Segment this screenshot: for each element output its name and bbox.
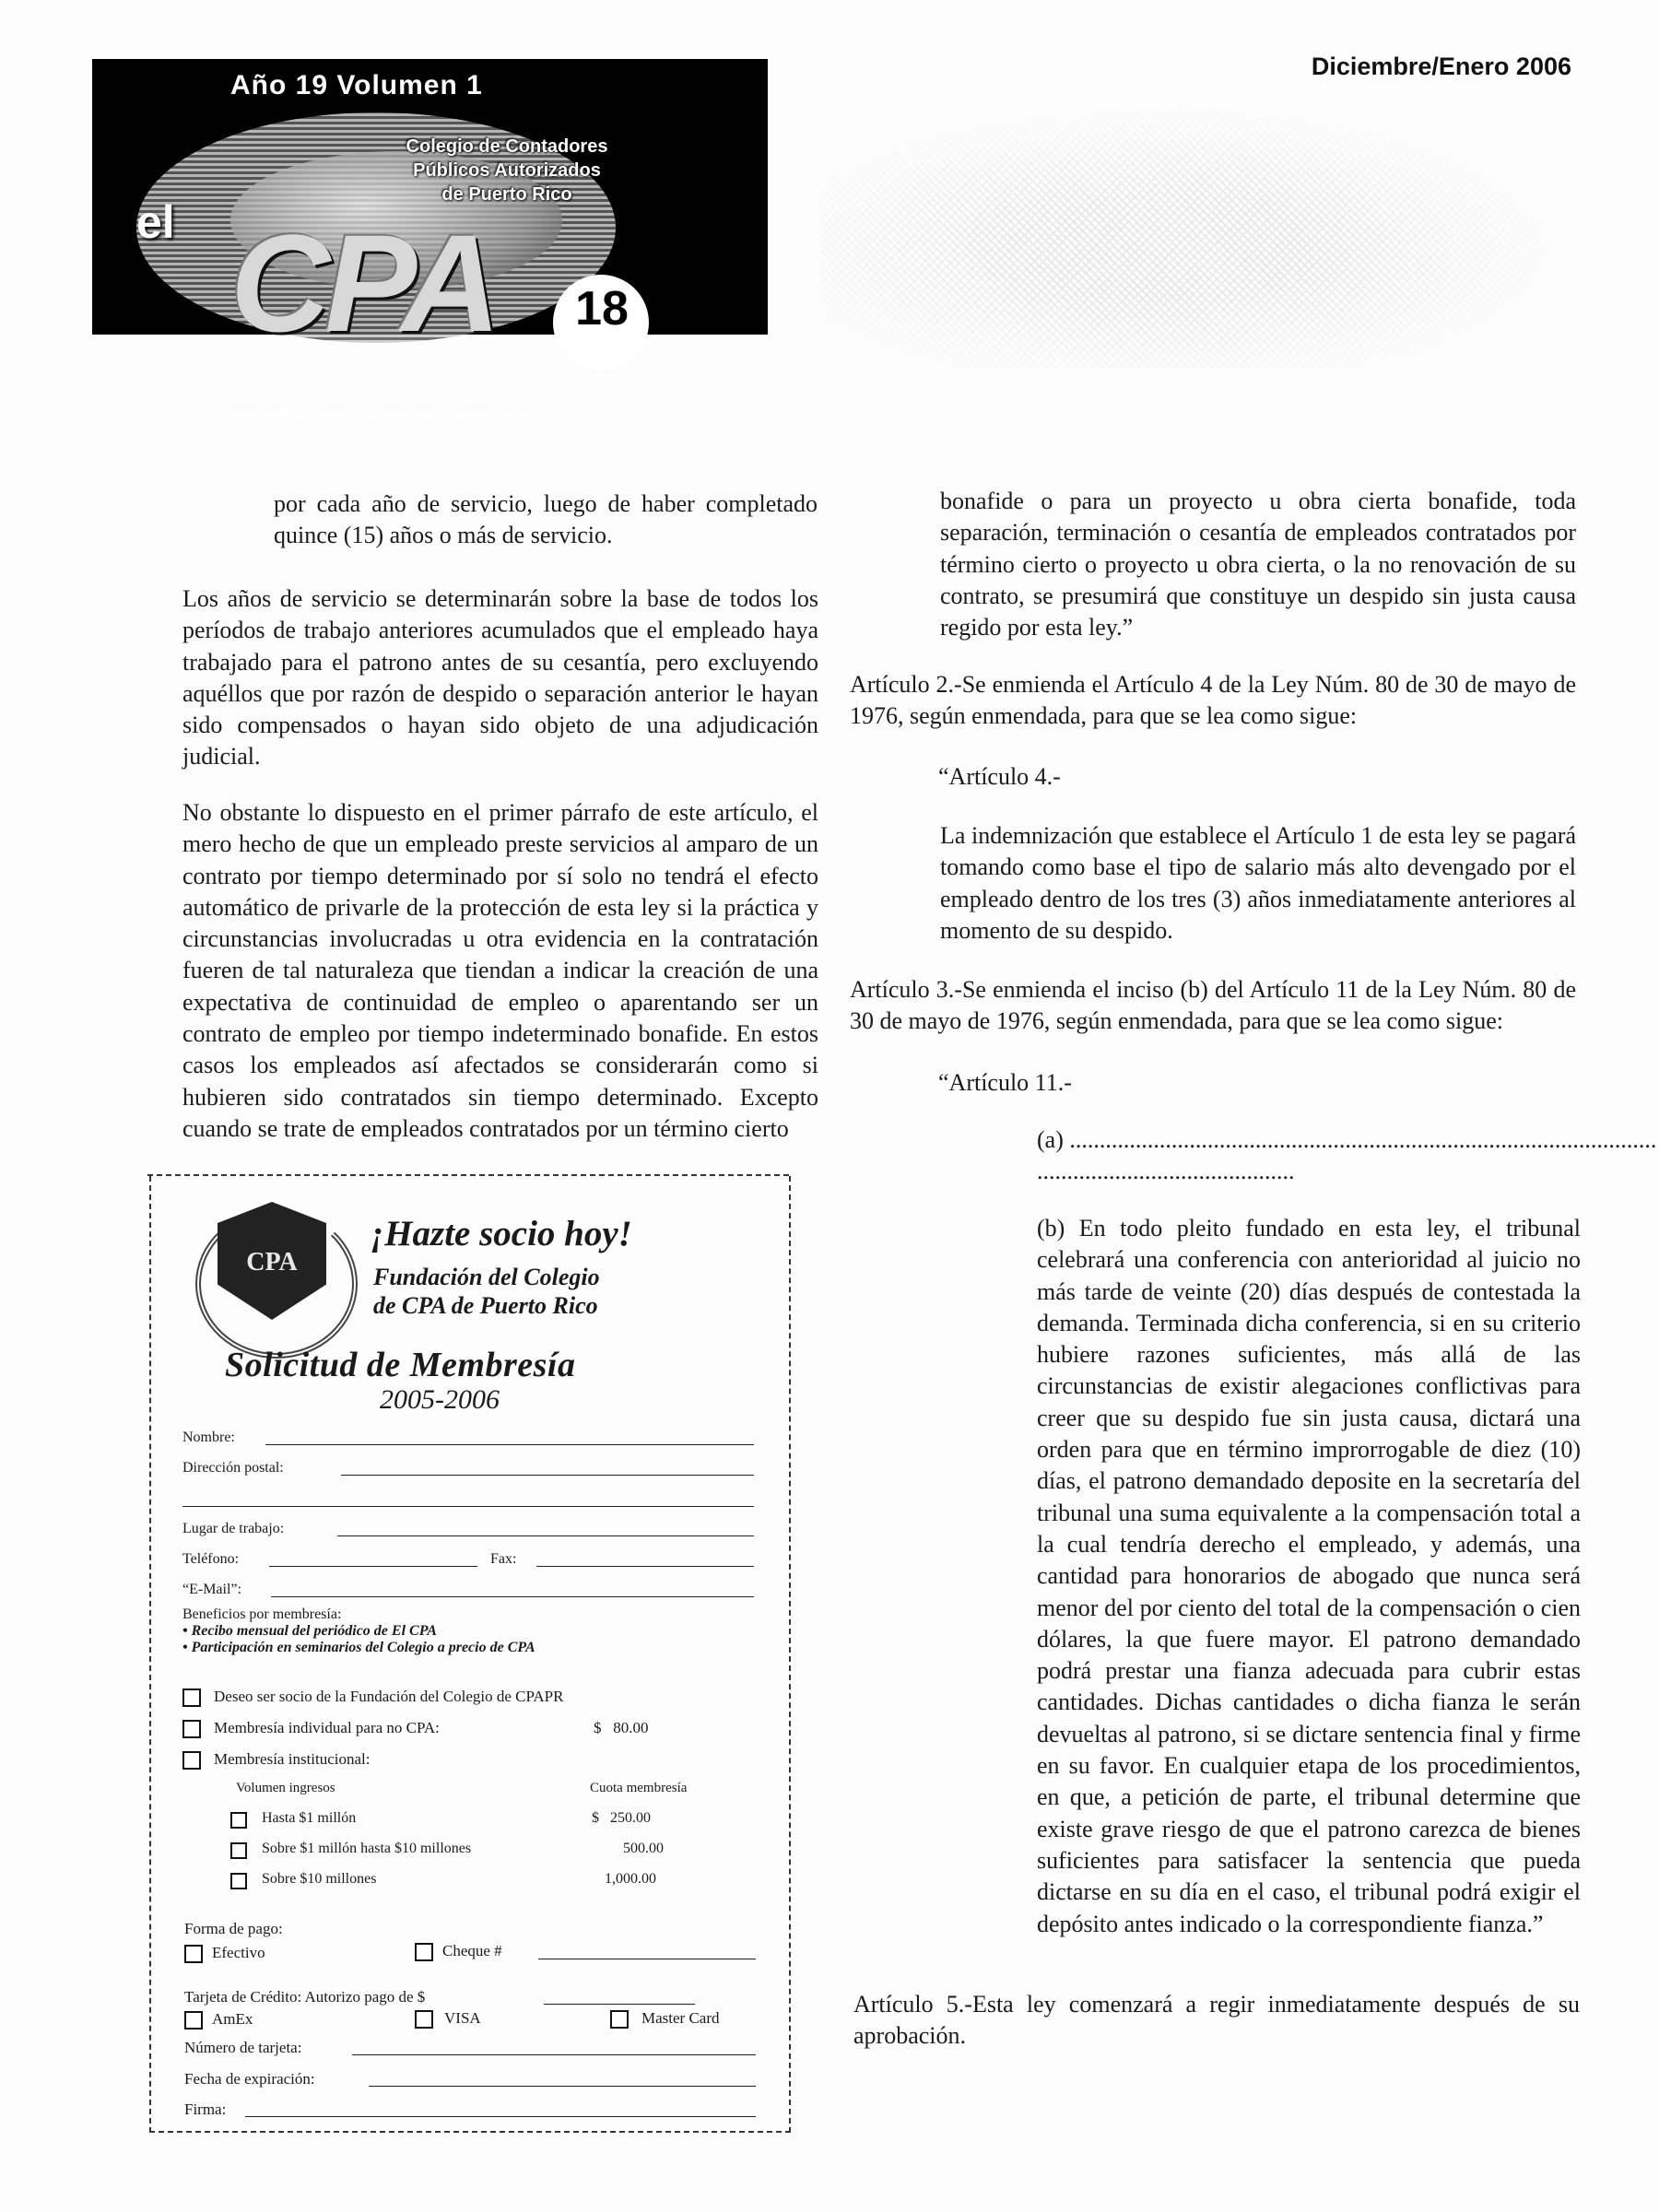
institucional-label: Membresía institucional:: [214, 1750, 371, 1768]
paragraph: bonafide o para un proyecto u obra cierta bonafide, toda separación, terminación o cesantía de empleados contratados por término cierto o proyecto u obra cierta, o la no renovación de su contrato, se presumirá que constituye un despido sin justa causa regido por esta ley.”: [940, 488, 1576, 641]
individual-label: Membresía individual para no CPA:: [214, 1719, 440, 1736]
organization-name: [350, 135, 664, 206]
expiracion-label: Fecha de expiración:: [184, 2070, 315, 2088]
beneficio-item: • Recibo mensual del periódico de El CPA: [182, 1623, 437, 1639]
visa-label: VISA: [444, 2009, 481, 2027]
visa-checkbox[interactable]: [415, 2010, 433, 2029]
subtitle-line: de CPA de Puerto Rico: [373, 1292, 598, 1319]
form-subtitle: [373, 1263, 600, 1320]
direccion-label: Dirección postal:: [182, 1460, 284, 1476]
column-header-cuota: Cuota membresía: [590, 1781, 688, 1795]
lugar-trabajo-label: Lugar de trabajo:: [182, 1521, 285, 1536]
institucional-checkbox[interactable]: [182, 1751, 201, 1770]
paragraph: por cada año de servicio, luego de haber completado quince (15) años o más de servicio.: [274, 490, 818, 549]
crest-text: CPA: [246, 1248, 298, 1277]
mastercard-label: Master Card: [641, 2009, 720, 2027]
article-11-title: “Artículo 11.-: [938, 1069, 1072, 1096]
column-header-volumen: Volumen ingresos: [236, 1781, 335, 1795]
direccion-field-line2[interactable]: [182, 1506, 754, 1507]
individual-checkbox[interactable]: [182, 1720, 201, 1738]
masthead-banner: [92, 59, 768, 422]
amex-label: AmEx: [212, 2010, 253, 2028]
forma-pago-label: Forma de pago:: [184, 1920, 283, 1937]
email-field[interactable]: [271, 1596, 754, 1597]
tier3-checkbox[interactable]: [230, 1873, 247, 1889]
tier2-checkbox[interactable]: [230, 1842, 247, 1859]
tier1-price: $ 250.00: [592, 1810, 651, 1826]
subtitle-line: Fundación del Colegio: [373, 1264, 600, 1290]
item-b: (b) En todo pleito fundado en esta ley, el tribunal celebrará una conferencia con anterioridad al juicio no más tarde de veinte (20) días después de contestada la demanda. Terminada dicha conferencia, si en su criterio hubiere razones suficientes, más allá de las circunstancias de existir alegaciones conflictivas para creer que su despido fue sin justa causa, dictará una orden para que en término improrrogable de diez (10) días, el patrono demandado deposite en la secretaría del tribunal una suma equivalente a la compensación total a la cual tendría derecho el empleado, y además, una cantidad para honorarios de abogado que nunca será menor del por ciento del total de la compensación o cien dólares, la que fuere mayor. El patrono demandado podrá prestar una fianza adecuada para cubrir estas cantidades. Dichas cantidades o dicha fianza le serán devueltas al patrono, si se dictare sentencia final y firme en su favor. En cualquier etapa de los procedimientos, en que, a petición de parte, el tribunal determine que existe grave riesgo de que el patrono carezca de bienes suficientes para satisfacer la sentencia que pueda dictarse en su día en el caso, el tribunal podrá exigir el depósito antes indicado o la correspondiente fianza.”: [1037, 1215, 1581, 1937]
decorative-halftone-graphic: [820, 101, 1576, 369]
nombre-field[interactable]: [265, 1444, 754, 1445]
article-3: Artículo 3.-Se enmienda el inciso (b) del Artículo 11 de la Ley Núm. 80 de 30 de mayo de 1976, según enmendada, para que se lea como sigue:: [850, 976, 1576, 1035]
item-a-continued: ...........................................: [1037, 1158, 1295, 1184]
form-headline: ¡Hazte socio hoy!: [371, 1214, 632, 1253]
fundacion-label: Deseo ser socio de la Fundación del Colegio de CPAPR: [214, 1688, 564, 1705]
beneficios-label: Beneficios por membresía:: [182, 1606, 342, 1622]
mastercard-checkbox[interactable]: [610, 2010, 629, 2029]
logo-el: el: [136, 196, 175, 248]
direccion-field[interactable]: [341, 1475, 754, 1476]
nombre-label: Nombre:: [182, 1430, 235, 1445]
issue-date: Diciembre/Enero 2006: [1311, 53, 1571, 80]
fundacion-checkbox[interactable]: [182, 1688, 201, 1707]
email-label: “E-Mail”:: [182, 1582, 241, 1597]
fax-label: Fax:: [490, 1551, 517, 1567]
lugar-trabajo-field[interactable]: [337, 1535, 754, 1536]
tier3-price: 1,000.00: [605, 1871, 656, 1887]
tagline: Protegiendo el Bienestar Económico de Puerto Rico: [221, 407, 530, 422]
org-line: Colegio de Contadores: [406, 136, 608, 157]
fax-field[interactable]: [536, 1566, 754, 1567]
telefono-field[interactable]: [269, 1566, 477, 1567]
efectivo-label: Efectivo: [212, 1944, 265, 1961]
org-line: de Puerto Rico: [441, 184, 572, 205]
article-5: Artículo 5.-Esta ley comenzará a regir inmediatamente después de su aprobación.: [853, 1991, 1580, 2050]
tier2-price: 500.00: [623, 1841, 664, 1856]
paragraph: No obstante lo dispuesto en el primer párrafo de este artículo, el mero hecho de que un empleado preste servicios al amparo de un contrato por tiempo determinado por sí solo no tendrá el efecto automático de privarle de la protección de esta ley si la práctica y circunstancias involucradas u otra evidencia en la contratación fueren de tal naturaleza que tiendan a indicar la creación de una expectativa de continuidad de empleo o aparentando ser un contrato de empleo por tiempo indeterminado bonafide. En estos casos los empleados así afectados se considerarán como si hubieren sido contratados sin tiempo determinado. Excepto cuando se trate de empleados contratados por un término cierto: [182, 799, 818, 1142]
firma-label: Firma:: [184, 2100, 227, 2118]
paragraph: Los años de servicio se determinarán sobre la base de todos los períodos de trabajo anteriores acumulados que el empleado haya trabajado para el patrono antes de su cesantía, pero excluyendo aquéllos que por razón de despido o separación anterior le hayan sido compensados o hayan sido objeto de una adjudicación judicial.: [182, 585, 818, 771]
year-volume: Año 19 Volumen 1: [230, 70, 483, 100]
firma-field[interactable]: [245, 2116, 756, 2117]
numero-tarjeta-label: Número de tarjeta:: [184, 2039, 302, 2056]
article-4-title: “Artículo 4.-: [938, 763, 1061, 790]
beneficio-item: • Participación en seminarios del Colegio a precio de CPA: [182, 1640, 535, 1655]
tier1-checkbox[interactable]: [230, 1812, 247, 1829]
logo-cpa: CPA: [230, 206, 496, 360]
org-line: Públicos Autorizados: [413, 160, 601, 181]
article-2: Artículo 2.-Se enmienda el Artículo 4 de la Ley Núm. 80 de 30 de mayo de 1976, según enmendada, para que se lea como sigue:: [850, 671, 1576, 730]
tier1-label: Hasta $1 millón: [262, 1810, 357, 1826]
article-4-body: La indemnización que establece el Artículo 1 de esta ley se pagará tomando como base el tipo de salario más alto devengado por el empleado dentro de los tres (3) años inmediatamente anteriores al momento de su despido.: [940, 822, 1576, 944]
expiracion-field[interactable]: [369, 2086, 756, 2087]
numero-tarjeta-field[interactable]: [352, 2054, 756, 2055]
efectivo-checkbox[interactable]: [184, 1945, 203, 1963]
cheque-checkbox[interactable]: [415, 1943, 433, 1961]
tarjeta-label: Tarjeta de Crédito: Autorizo pago de $: [184, 1988, 426, 2006]
monto-field[interactable]: [544, 2004, 695, 2005]
item-a: (a) ..................................................................................................: [1037, 1126, 1657, 1153]
individual-price: $ 80.00: [594, 1719, 649, 1736]
tier2-label: Sobre $1 millón hasta $10 millones: [262, 1841, 472, 1856]
form-year: 2005-2006: [380, 1384, 500, 1415]
page-number: 18: [575, 282, 629, 335]
tier3-label: Sobre $10 millones: [262, 1871, 377, 1887]
telefono-label: Teléfono:: [182, 1551, 240, 1567]
cheque-label: Cheque #: [442, 1942, 502, 1959]
form-title: Solicitud de Membresía: [225, 1346, 576, 1384]
amex-checkbox[interactable]: [184, 2011, 203, 2030]
